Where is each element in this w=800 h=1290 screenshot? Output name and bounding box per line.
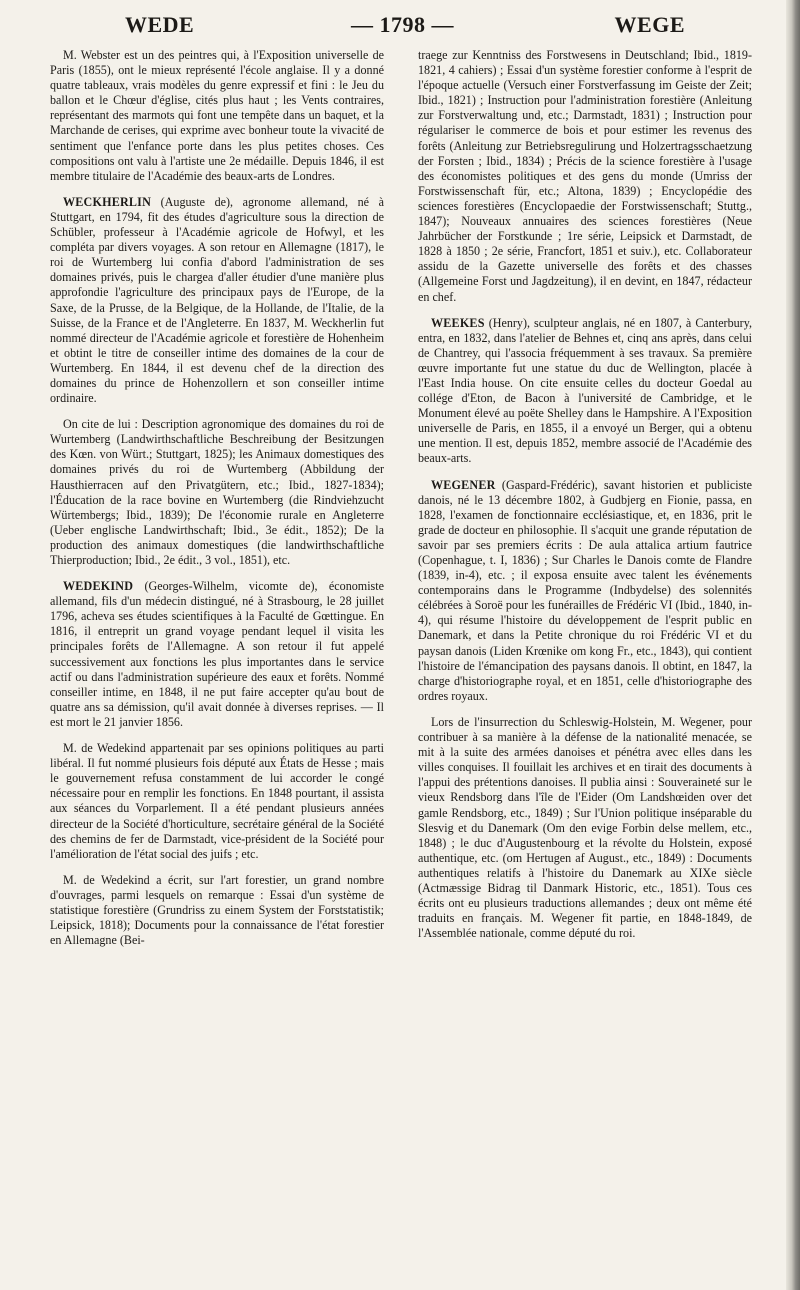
entry-text: (Georges-Wilhelm, vicomte de), économiste allemand, fils d'un médecin distingué, né à Strasbourg, le 28 juillet 1796, acheva ses études scientifiques à la Faculté de Gœttingue. En 1816, il entreprit un grand voyage pendant lequel il visita les principales forêts de l'Allemagne. A son retour il fut appelé successivement aux fonctions les plus importantes dans le service actif ou dans l'administration supérieure des eaux et forêts. Nommé conseiller intime, en 1848, il ne put faire accepter qu'au bout de quatre ans sa démission, qu'il avait donnée à diverses reprises. — Il est mort le 21 janvier 1856. [50, 579, 384, 729]
entry-wegener-paragraph-2 [418, 715, 752, 941]
headword: WEGENER [431, 477, 496, 492]
headword: WECKHERLIN [63, 194, 152, 209]
paragraph-text: Lors de l'insurrection du Schleswig-Holstein, M. Wegener, pour contribuer à sa manière à la défense de la nationalité menacée, se mit à la suite des armées danoises et pénétra avec elles dans les villes conquises. Il fouillait les archives et en tirait des documents à l'appui des prétentions danoises. Il publia ainsi : Souveraineté sur le vieux Rendsborg dans l'île de l'Eider (Om Landshœiden over det gamle Rendsborg, etc., 1849) ; Sur l'Union politique inséparable du Slesvig et du Danemark (Om den evige Forbin delse mellem, etc., 1848) ; le duc d'Augustenbourg et la révolte du Holstein, exposé authentique, etc. (om Hertugen af August., etc., 1849) : Documents authentiques relatifs à l'histoire du Danemark au XIXe siècle (Actmæssige Bidrag til Danmark Historic, etc., 1851). Tous ces écrits ont eu plusieurs traductions allemandes ; deux ont même été traduits en français. M. Wegener fit partie, en 1848-1849, de l'Assemblée nationale, comme député du roi. [418, 714, 752, 941]
entry-text: (Auguste de), agronome allemand, né à Stuttgart, en 1794, fit des études d'agriculture sous la direction de Schübler, professeur à l'Académie agricole de Hofwyl, et les compléta par divers voyages. A son retour en Allemagne (1817), le roi de Wurtemberg lui confia d'abord l'administration de ses domaines privés, puis le chargea d'aller étudier d'une manière plus approfondie l'agriculture des principaux pays de l'Europe, de la Saxe, de la Prusse, de la Belgique, de la Hollande, de l'Italie, de la Suisse, de la France et de l'Angleterre. En 1837, M. Weckherlin fut nommé directeur de l'Académie agricole et forestière de Hohenheim et obtint le titre de conseiller intime des domaines de la cour de Wurtemberg. En 1844, il est devenu chef de la direction des domaines du prince de Hohenzollern et son conseiller intime ordinaire. [50, 194, 384, 406]
entry-wedekind-paragraph-3 [50, 873, 384, 948]
paragraph-text: traege zur Kenntniss des Forstwesens in Deutschland; Ibid., 1819-1821, 4 cahiers) ; Essai d'un système forestier conforme à l'esprit de l'époque actuelle (Versuch einer Forstverfassung im Geiste der Zeit; Ibid., 1821) ; Instruction pour l'administration forestière (Anleitung zur Forstverwaltung und, etc.; Darmstadt, 1831) ; Instruction pour régulariser le commerce de bois et pour estimer les revenus des forêts (Anleitung zur Betriebsregulirung und Holzertragsschaetzung der Forsten ; Ibid., 1834) ; Précis de la science forestière à l'usage des économistes politiques et des gens du monde (Umriss der Forstwissenschaft für, etc.; Altona, 1839) ; Encyclopédie des sciences forestières (Encyclopaedie der Forstwissenschaft; Stuttg., 1847); Nouveaux annuaires des sciences forestières (Neue Jahrbücher der Forstkunde ; 1re série, Leipsick et Darmstadt, de 1828 à 1850 ; 2e série, Francfort, 1851 et suiv.), etc. Collaborateur assidu de la Gazette universelle des forêts et des chasses (Allgemeine Forst und Jagdzeitung), il en devint, en 1847, rédacteur en chef. [418, 48, 752, 304]
entry-wedekind [50, 579, 384, 730]
entry-webster-paragraph [50, 48, 384, 184]
entry-weekes [418, 316, 752, 467]
paragraph-text: M. de Wedekind a écrit, sur l'art forestier, un grand nombre d'ouvrages, parmi lesquels on remarque : Essai d'un système de statistique forestière (Grundriss zu einem System der Forststatistik; Leipsick, 1818); Documents pour la connaissance de l'état forestier en Allemagne (Bei- [50, 872, 384, 948]
right-column [418, 48, 752, 952]
headword: WEDEKIND [63, 579, 134, 594]
entry-weckherlin-works [50, 417, 384, 568]
page-edge-shadow [786, 0, 800, 1290]
running-head-left: WEDE [125, 12, 195, 37]
paragraph-text: M. de Wedekind appartenait par ses opinions politiques au parti libéral. Il fut nommé plusieurs fois député aux États de Hesse ; mais le gouvernement refusa constamment de lui accorder le congé nécessaire pour en remplir les fonctions. En 1848 pourtant, il assista aux séances du Vorparlement. Il a été pendant plusieurs années directeur de la Société d'horticulture, secrétaire général de la Société des chemins de fer de Darmstadt, vice-président de la Société pour l'amélioration de l'état social des juifs ; etc. [50, 741, 384, 861]
left-column [50, 48, 384, 959]
running-head [50, 12, 755, 42]
paragraph-text: M. Webster est un des peintres qui, à l'Exposition universelle de Paris (1855), ont le mieux représenté l'école anglaise. Il y a donné quatre tableaux, vrais modèles du genre expressif et fini : le Jeu du ballon et le Chœur d'église, cités plus haut ; les Vents contraires, représentant des marmots qui font une tempête dans un baquet, et la Marchande de cerises, qui exprime avec bonheur toute la vivacité de sentiment que l'enfance porte dans les plus petites choses. Ces compositions ont valu à l'artiste une 2e médaille. Depuis 1846, il est membre titulaire de l'Académie des beaux-arts de Londres. [50, 48, 384, 183]
paragraph-text: On cite de lui : Description agronomique des domaines du roi de Wurtemberg (Landwirthschaftliche Beschreibung der Besitzungen des Kœn. von Würt.; Stuttgart, 1825); les Animaux domestiques des domaines privés du roi de Wurtemberg (Abbildung der Hausthierracen auf den Privatgütern, etc.; Ibid., 1827-1834); l'Éducation de la race bovine en Wurtemberg (die Rindviehzucht Würtembergs; Ibid., 1839); De l'économie rurale en Angleterre (Ueber englische Landwirthschaft; Ibid., 3e édit., 1852); De la production des animaux domestiques (die landwirthschaftliche Thierproduction; Ibid., 2e édit., 3 vol., 1851), etc. [50, 417, 384, 567]
running-head-right: WEGE [614, 12, 685, 37]
entry-text: (Henry), sculpteur anglais, né en 1807, à Canterbury, entra, en 1832, dans l'atelier de Behnes et, cinq ans après, dans celui de Chantrey, qui l'associa fréquemment à ses travaux. Sa première œuvre importante fut une statue du duc de Wellington, placée à l'East India house. On cite ensuite celles du docteur Goedal au collége d'Eton, de Bacon à l'université de Cambridge, et le Monument élevé au poëte Shelley dans le Hampshire. A l'Exposition universelle de Paris, en 1855, il a envoyé un Berger, qui a obtenu une mention. Il est, depuis 1852, membre associé de l'Académie des beaux-arts. [418, 315, 752, 466]
entry-text: (Gaspard-Frédéric), savant historien et publiciste danois, né le 13 décembre 1802, à Gudbjerg en Fionie, passa, en 1828, l'examen de fonctionnaire ecclésiastique, et, en 1836, prit le grade de docteur en philosophie. Il s'acquit une grande réputation de savoir par ses premiers écrits : De aula attalica artium fautrice (Copenhague, t. I, 1836) ; Sur Charles le Danois comte de Flandre (1839, in-4), etc. ; il exposa ensuite avec talent les événements contemporains dans le Programme (Indbydelse) des solennités célébrées à Soroë pour les funérailles de Frédéric VI (Ibid., 1840, in-4), qui résume l'histoire du développement de l'esprit public en Danemark, et dans la Petite chronique du roi Frédéric VI et du paysan danois (Liden Krœnike om kong Fr., etc., 1843), qui contient l'histoire de l'émancipation des paysans danois. Il obtint, en 1847, la charge d'historiographe royal, et en 1851, celle d'historiographe des ordres royaux. [418, 477, 752, 703]
entry-weckherlin [50, 195, 384, 406]
headword: WEEKES [431, 315, 485, 330]
page-number: — 1798 — [351, 12, 454, 37]
entry-wedekind-paragraph-2 [50, 741, 384, 862]
entry-wedekind-continued [418, 48, 752, 305]
entry-wegener [418, 478, 752, 704]
